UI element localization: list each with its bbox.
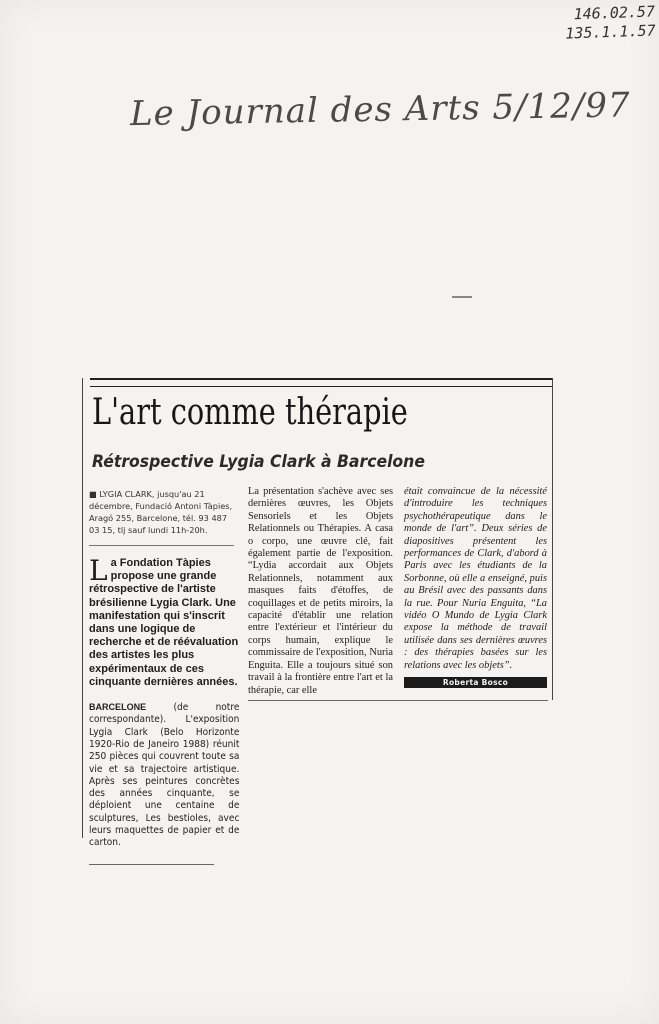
dateline: BARCELONE: [89, 702, 147, 714]
archive-code-2: 135.1.1.57: [564, 21, 656, 43]
info-divider: [89, 545, 234, 546]
top-double-rule: [90, 378, 552, 387]
columns-end-rule: [248, 700, 548, 701]
exhibition-info: ■ LYGIA CLARK, jusqu'au 21 décembre, Fundació Antoni Tàpies, Aragó 255, Barcelone, tél. 93 487 03 15, tlj sauf lundi 11h-20h.: [89, 489, 233, 535]
article-body-1: [89, 702, 239, 850]
article-body-2: La présentation s'achève avec ses dernières œuvres, les Objets Sensoriels et les Objets Relationnels ou Thérapies. A casa o corpo, une œuvre clé, fait également partie de l'exposition. “Lydia accordait aux Objets Relationnels, notamment aux masques faits d'étoffes, de coquillages et de petits miroirs, la capacité d'établir une relation entre l'extérieur et l'intérieur du corps humain, explique le commissaire de l'exposition, Nuria Enguita. Elle a toujours situé son travail à la frontière entre l'art et la thérapie, car elle: [248, 486, 393, 696]
newspaper-clipping: [82, 378, 554, 849]
article-column-3: [404, 486, 547, 688]
article-lead: [89, 554, 239, 689]
clipping-right-edge: [552, 378, 553, 700]
archive-code-1: 146.02.57: [573, 2, 655, 24]
handwritten-source-note: Le Journal des Arts 5/12/97: [129, 85, 631, 135]
author-byline: Roberta Bosco: [404, 677, 547, 688]
archive-reference: [564, 2, 656, 43]
article-subhead: Rétrospective Lygia Clark à Barcelone: [92, 452, 425, 472]
paper-mark: [452, 296, 472, 298]
body-1-text: (de notre correspondante). L'exposition Lygia Clark (Belo Horizonte 1920-Rio de Janeiro 1988) réunit 250 pièces qui couvrent toute sa vie et sa trajectoire artistique. Après ses peintures concrètes des années cinquante, se déploient une centaine de sculptures, Les bestioles, avec leurs maquettes de papier et de carton.: [89, 702, 240, 849]
clipping-left-edge: [82, 378, 83, 838]
article-body-3: était convaincue de la nécessité d'introduire les techniques psychothérapeutique dans le monde de l'art”. Deux séries de diapositives présentent les performances de Clark, d'abord à Paris avec les étudiants de la Sorbonne, où elle a enseigné, puis au Brésil avec des passants dans la rue. Pour Nuria Enguita, “La vidéo O Mundo de Lygia Clark expose la méthode de travail utilisée dans ses dernières œuvres : des thérapies basées sur les relations avec les objets”.: [404, 486, 547, 671]
lead-text: a Fondation Tàpies propose une grande rétrospective de l'artiste brésilienne Lygia Clark. Une manifestation qui s'inscrit dans une logique de recherche et de réévaluation des artistes les plus expérimentaux de ces cinquante dernières années.: [89, 557, 239, 688]
drop-cap: L: [89, 554, 108, 587]
article-column-2: [248, 486, 393, 697]
article-column-1: [89, 488, 239, 865]
column-end-rule: [89, 864, 214, 865]
article-headline: L'art comme thérapie: [92, 392, 408, 433]
